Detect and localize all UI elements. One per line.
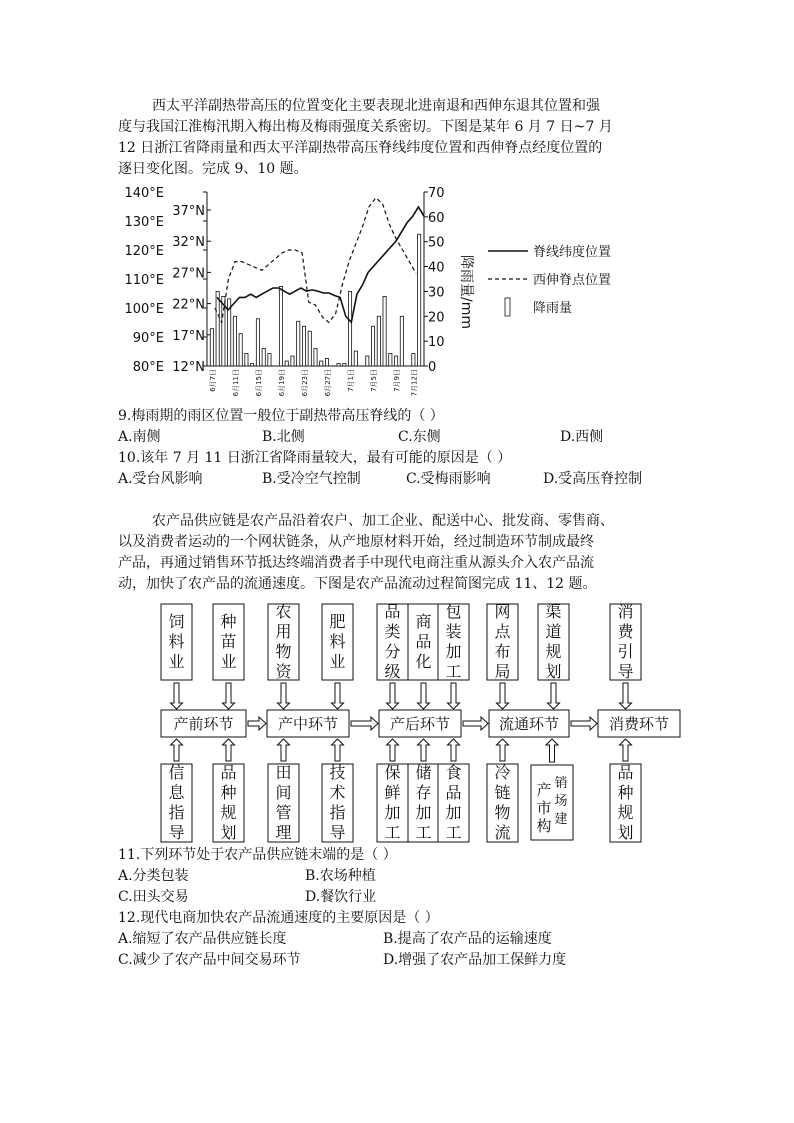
up-arrow <box>223 739 235 761</box>
rainfall-bar <box>400 316 403 366</box>
rainfall-bar <box>394 356 397 366</box>
rainfall-bar <box>302 326 305 366</box>
down-arrow <box>548 683 560 709</box>
rainfall-bar <box>262 349 265 366</box>
bottom-8-char: 产 <box>536 781 552 799</box>
intro2-line1: 农产品供应链是农产品沿着农户、加工企业、配送中心、批发商、零售商、 <box>152 513 614 529</box>
top-1-char: 苗 <box>220 632 237 651</box>
right-arrow <box>571 717 597 730</box>
rainfall-bar <box>418 234 421 366</box>
down-arrow <box>171 683 183 709</box>
intro-paragraph-1 <box>118 96 678 180</box>
top-0-char: 业 <box>168 652 185 671</box>
q9-option-b[interactable]: B.北侧 <box>262 429 305 445</box>
bottom-0-char: 指 <box>168 803 185 822</box>
q10-stem: 10.该年 7 月 11 日浙江省降雨量较大，最有可能的原因是（ ） <box>118 450 512 466</box>
lon-tick-label: 120°E <box>124 244 164 259</box>
top-4-char: 分 <box>384 642 401 661</box>
intro-paragraph-2 <box>118 511 678 595</box>
bottom-8-char: 市 <box>536 799 552 817</box>
intro2-line4: 动，加快了农产品的流通速度。下图是农产品流动过程简图完成 11、12 题。 <box>118 576 597 592</box>
down-arrow <box>223 683 235 709</box>
top-5-char: 商 <box>415 612 432 631</box>
lat-tick-label: 37°N <box>172 204 205 219</box>
stage-label: 产后环节 <box>389 715 451 733</box>
bottom-0-char: 导 <box>168 823 185 842</box>
top-4-char: 类 <box>384 622 401 641</box>
q12-stem: 12.现代电商加快农产品流通速度的主要原因是（ ） <box>118 910 439 926</box>
down-arrow <box>418 683 430 709</box>
rainfall-bar <box>239 334 242 366</box>
bottom-6-char: 食 <box>445 763 462 782</box>
bottom-4-char: 保 <box>384 763 401 782</box>
top-9-char: 消 <box>617 602 634 621</box>
top-1-char: 种 <box>220 612 237 631</box>
rainfall-bar <box>256 319 259 366</box>
rainfall-bar <box>268 354 271 366</box>
rainfall-bar <box>279 286 282 366</box>
bottom-7-char: 冷 <box>494 763 511 782</box>
top-5-char: 化 <box>415 652 432 671</box>
lat-tick-label: 32°N <box>172 235 205 251</box>
top-5-char: 品 <box>415 632 432 651</box>
rainfall-bar <box>297 321 300 366</box>
down-arrow <box>448 683 460 709</box>
top-2-char: 农 <box>275 602 292 621</box>
top-3-char: 业 <box>329 652 346 671</box>
stage-label: 流通环节 <box>498 715 560 733</box>
up-arrow <box>387 739 399 761</box>
x-tick-label: 7月1日 <box>347 369 356 392</box>
bottom-1-char: 种 <box>220 783 237 802</box>
q9-option-c[interactable]: C.东侧 <box>398 429 441 445</box>
down-arrow <box>278 683 290 709</box>
top-8-char: 规 <box>545 642 562 661</box>
q9-option-a[interactable]: A.南侧 <box>118 429 161 445</box>
bottom-2-char: 田 <box>275 763 292 782</box>
stage-label: 消费环节 <box>608 715 670 733</box>
bottom-7-char: 物 <box>494 803 511 822</box>
lon-tick-label: 130°E <box>124 215 164 230</box>
legend-rain-swatch <box>505 298 510 316</box>
top-6-char: 工 <box>445 662 462 681</box>
q9-stem: 9.梅雨期的雨区位置一般位于副热带高压脊线的（ ） <box>118 408 444 424</box>
down-arrow <box>387 683 399 709</box>
top-9-char: 费 <box>617 622 634 641</box>
rainfall-bar <box>233 316 236 366</box>
bottom-3-char: 技 <box>329 763 346 782</box>
lon-tick-label: 80°E <box>132 360 164 375</box>
bottom-4-char: 加 <box>384 803 401 822</box>
top-7-char: 网 <box>494 602 511 621</box>
bottom-4-char: 鲜 <box>384 783 401 802</box>
q12-option-c[interactable]: C.减少了农产品中间交易环节 <box>118 952 301 968</box>
bottom-9-char: 规 <box>617 803 634 822</box>
top-4-char: 品 <box>384 602 401 621</box>
rain-tick-label: 70 <box>428 186 445 201</box>
rainfall-bar <box>320 361 323 366</box>
q11-stem: 11.下列环节处于农产品供应链末端的是（ ） <box>118 847 397 863</box>
rainfall-bar <box>354 351 357 366</box>
x-tick-label: 6月23日 <box>300 369 309 397</box>
rainfall-bar <box>337 364 340 366</box>
bottom-4-char: 工 <box>384 823 401 842</box>
top-8-char: 划 <box>545 662 562 681</box>
bottom-3-char: 指 <box>329 803 346 822</box>
bottom-3-char: 术 <box>329 783 346 802</box>
bottom-1-char: 规 <box>220 803 237 822</box>
top-0-char: 饲 <box>168 612 185 631</box>
x-tick-label: 7月9日 <box>393 369 402 392</box>
x-tick-label: 7月12日 <box>410 369 419 397</box>
rain-tick-label: 20 <box>428 310 445 326</box>
rainfall-pressure-chart <box>115 180 625 402</box>
rainfall-bar <box>325 359 328 366</box>
legend-rain-label: 降雨量 <box>533 301 573 316</box>
bottom-8-char: 销 <box>554 776 568 791</box>
up-arrow <box>546 739 558 762</box>
q11-option-b[interactable]: B.农场种植 <box>305 868 376 884</box>
intro1-line1: 西太平洋副热带高压的位置变化主要表现北进南退和西伸东退其位置和强 <box>152 98 600 114</box>
top-1-char: 业 <box>220 652 237 671</box>
bottom-8-char: 构 <box>536 817 552 835</box>
lon-tick-label: 100°E <box>124 302 164 317</box>
down-arrow <box>620 683 632 709</box>
bottom-2-char: 管 <box>275 803 292 822</box>
rainfall-bar <box>412 354 415 366</box>
bottom-5-char: 存 <box>415 783 432 802</box>
top-3-char: 肥 <box>329 612 346 631</box>
lon-tick-label: 110°E <box>124 273 164 288</box>
intro1-line3: 12 日浙江省降雨量和西太平洋副热带高压脊线纬度位置和西伸脊点经度位置的 <box>118 140 603 156</box>
lat-tick-label: 27°N <box>172 266 205 282</box>
x-tick-label: 6月27日 <box>324 369 333 397</box>
rainfall-bar <box>291 356 294 366</box>
stage-label: 产前环节 <box>173 715 234 733</box>
q12-option-b[interactable]: B.提高了农产品的运输速度 <box>383 931 552 947</box>
top-7-char: 布 <box>494 642 511 661</box>
bottom-5-char: 工 <box>415 823 432 842</box>
stage-label: 产中环节 <box>277 715 339 733</box>
bottom-7-char: 链 <box>494 783 511 802</box>
rain-tick-label: 60 <box>428 210 445 226</box>
bottom-5-char: 加 <box>415 803 432 822</box>
bottom-0-char: 息 <box>168 783 185 802</box>
lat-tick-label: 22°N <box>172 297 205 313</box>
rainfall-bar <box>210 329 213 366</box>
up-arrow <box>278 739 290 761</box>
x-tick-label: 7月5日 <box>370 369 379 392</box>
q10-option-d[interactable]: D.受高压脊控制 <box>543 471 643 487</box>
bottom-2-char: 理 <box>275 823 292 842</box>
rain-tick-label: 50 <box>428 235 445 251</box>
bottom-1-char: 品 <box>220 763 237 782</box>
bottom-8-char: 场 <box>554 794 568 809</box>
rainfall-bar <box>343 364 346 366</box>
rain-tick-label: 0 <box>428 360 437 375</box>
q9-option-d[interactable]: D.西侧 <box>560 429 604 445</box>
bottom-2-char: 间 <box>275 783 292 802</box>
rain-tick-label: 10 <box>428 335 445 351</box>
lat-tick-label: 12°N <box>172 360 205 375</box>
q10-option-a[interactable]: A.受台风影响 <box>118 471 203 487</box>
up-arrow <box>497 739 509 761</box>
rainfall-bar <box>251 364 254 366</box>
right-arrow <box>351 717 378 730</box>
up-arrow <box>620 739 632 761</box>
rain-tick-label: 30 <box>428 285 445 301</box>
intro1-line2: 度与我国江淮梅汛期入梅出梅及梅雨强度关系密切。下图是某年 6 月 7 日~7 月 <box>118 119 613 135</box>
top-6-char: 加 <box>445 642 462 661</box>
bottom-9-char: 品 <box>617 763 634 782</box>
top-6-char: 包 <box>445 602 462 621</box>
top-9-char: 引 <box>617 642 634 661</box>
bottom-9-char: 划 <box>617 823 634 842</box>
x-tick-label: 6月15日 <box>254 369 263 397</box>
intro1-line4: 逐日变化图。完成 9、10 题。 <box>118 161 308 177</box>
bottom-3-char: 导 <box>329 823 346 842</box>
bottom-8-char: 建 <box>554 812 568 827</box>
q11-option-a[interactable]: A.分类包装 <box>118 868 189 884</box>
down-arrow <box>497 683 509 709</box>
top-7-char: 点 <box>494 622 511 641</box>
bottom-7-char: 流 <box>494 823 511 842</box>
rainfall-bar <box>366 356 369 366</box>
right-arrow <box>463 717 488 730</box>
rainfall-bar <box>371 326 374 366</box>
up-arrow <box>448 739 460 761</box>
top-2-char: 资 <box>275 662 292 681</box>
q12-option-d[interactable]: D.增强了农产品加工保鲜力度 <box>383 952 567 968</box>
q12-option-a[interactable]: A.缩短了农产品供应链长度 <box>118 931 287 947</box>
rain-tick-label: 40 <box>428 260 445 276</box>
top-2-char: 用 <box>275 622 292 641</box>
top-7-char: 局 <box>494 662 511 681</box>
bottom-0-char: 信 <box>168 763 185 782</box>
up-arrow <box>332 739 344 761</box>
q10-option-b[interactable]: B.受冷空气控制 <box>262 471 361 487</box>
rainfall-bar <box>216 291 219 366</box>
lon-tick-label: 140°E <box>124 186 164 201</box>
q11-option-d[interactable]: D.餐饮行业 <box>305 889 377 905</box>
up-arrow <box>171 739 183 761</box>
q10-option-c[interactable]: C.受梅雨影响 <box>406 471 491 487</box>
bottom-6-char: 品 <box>445 783 462 802</box>
bottom-6-char: 加 <box>445 803 462 822</box>
right-axis-label: 降雨量/mm <box>458 255 474 329</box>
intro2-line3: 产品，再通过销售环节抵达终端消费者手中现代电商注重从源头介入农产品流 <box>118 555 594 571</box>
bottom-9-char: 种 <box>617 783 634 802</box>
rainfall-bar <box>314 349 317 366</box>
top-3-char: 料 <box>329 632 346 651</box>
rainfall-bar <box>377 316 380 366</box>
top-4-char: 级 <box>384 662 401 681</box>
legend-west-label: 西伸脊点位置 <box>533 273 612 288</box>
x-tick-label: 6月11日 <box>231 369 240 397</box>
top-0-char: 料 <box>168 632 185 651</box>
right-arrow <box>248 717 266 730</box>
top-8-char: 渠 <box>545 602 562 621</box>
up-arrow <box>418 739 430 761</box>
supply-chain-flow-diagram <box>155 600 700 845</box>
rainfall-bar <box>389 354 392 366</box>
intro2-line2: 以及消费者运动的一个网状链条，从产地原材料开始，经过制造环节制成最终 <box>118 534 594 550</box>
x-tick-label: 6月7日 <box>208 369 217 392</box>
lat-tick-label: 17°N <box>172 328 205 344</box>
top-8-char: 道 <box>545 622 562 641</box>
top-2-char: 物 <box>275 642 292 661</box>
rainfall-bar <box>245 354 248 366</box>
lon-tick-label: 90°E <box>132 331 164 346</box>
rainfall-bar <box>348 291 351 366</box>
bottom-1-char: 划 <box>220 823 237 842</box>
top-6-char: 装 <box>445 622 462 641</box>
top-9-char: 导 <box>617 662 634 681</box>
rainfall-bar <box>308 331 311 366</box>
q11-option-c[interactable]: C.田头交易 <box>118 889 189 905</box>
down-arrow <box>332 683 344 709</box>
rainfall-bar <box>285 361 288 366</box>
x-tick-label: 6月19日 <box>277 369 286 397</box>
legend-ridge-label: 脊线纬度位置 <box>533 245 612 260</box>
bottom-5-char: 储 <box>415 763 432 782</box>
bottom-6-char: 工 <box>445 823 462 842</box>
rainfall-bar <box>383 296 386 366</box>
